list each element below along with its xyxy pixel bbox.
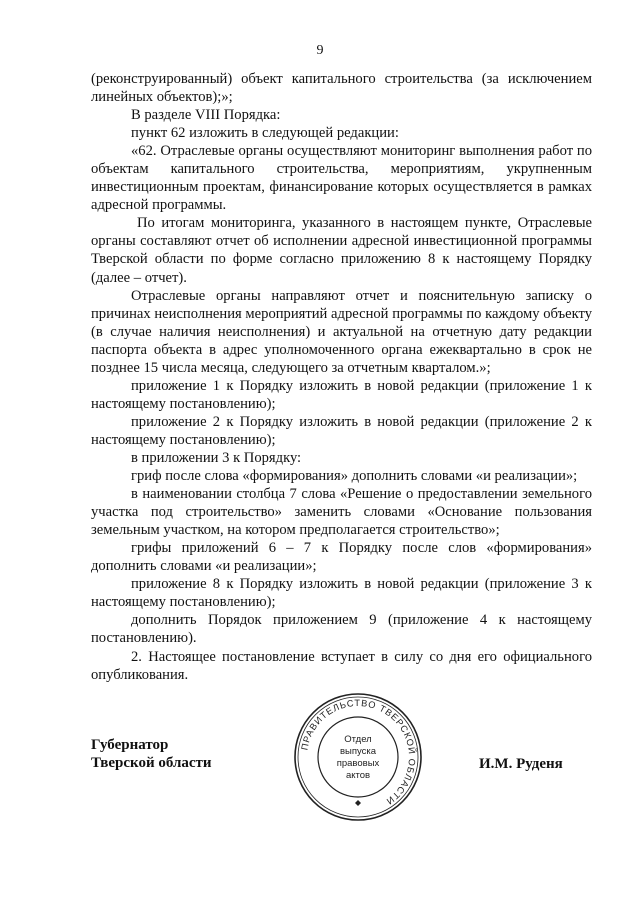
document-body [91, 70, 592, 684]
position-line: Тверской области [91, 755, 212, 771]
paragraph: В разделе VIII Порядка: [131, 107, 281, 124]
paragraph: в приложении 3 к Порядку: [131, 449, 302, 466]
paragraph: дополнить Порядок приложением 9 (приложение 4 к настоящему постановлению). [91, 612, 592, 647]
stamp-inner-ring [318, 717, 398, 797]
paragraph: По итогам мониторинга, указанного в настоящем пункте, Отраслевые органы составляют отчет об исполнении адресной инвестиционной программы Тверской области по форме согласно приложению 8 к настоящему Порядку (далее – отчет). [91, 215, 592, 286]
position-line: Губернатор [91, 737, 169, 753]
paragraph: «62. Отраслевые органы осуществляют мониторинг выполнения работ по объектам капитального строительства, мероприятиям, укрупненным инвестиционным проектам, финансирование которых осуществляется в рамках адресной программы. [91, 143, 592, 214]
paragraph: приложение 1 к Порядку изложить в новой редакции (приложение 1 к настоящему постановлению); [91, 377, 592, 412]
stamp-ring-text-path: ПРАВИТЕЛЬСТВО ТВЕРСКОЙ ОБЛАСТИ [299, 697, 418, 807]
page-number: 9 [316, 43, 324, 58]
stamp-center-text: выпуска [339, 746, 377, 757]
paragraph: приложение 2 к Порядку изложить в новой редакции (приложение 2 к настоящему постановлению); [91, 413, 592, 448]
paragraph: грифы приложений 6 – 7 к Порядку после слов «формирования» дополнить словами «и реализации»; [91, 540, 592, 575]
paragraph: пункт 62 изложить в следующей редакции: [131, 125, 399, 142]
paragraph: гриф после слова «формирования» дополнить словами «и реализации»; [131, 468, 578, 485]
stamp-outer-ring-inner [298, 697, 418, 817]
star-icon [355, 800, 361, 806]
official-seal-stamp [292, 691, 424, 823]
signatory-name: И.М. Руденя [479, 756, 563, 772]
paragraph: (реконструированный) объект капитального строительства (за исключением линейных объектов);»; [91, 71, 592, 106]
stamp-center-text: актов [345, 770, 371, 781]
paragraph: Отраслевые органы направляют отчет и пояснительную записку о причинах неисполнения мероприятий адресной программы по каждому объекту (в случае наличия неисполнения) и актуальной на отчетную дату редакции паспорта объекта в адрес уполномоченного органа ежеквартально в срок не позднее 15 числа месяца, следующего за отчетным кварталом.»; [91, 287, 592, 376]
signatory-position [91, 736, 212, 772]
stamp-center-text: Отдел [344, 734, 372, 745]
paragraph: в наименовании столбца 7 слова «Решение о предоставлении земельного участка под строительство» заменить словами «Основание пользования земельным участком, на котором предполагается строительство»; [91, 486, 592, 539]
paragraph: 2. Настоящее постановление вступает в силу со дня его официального опубликования. [91, 648, 592, 683]
stamp-center-text: правовых [336, 758, 380, 769]
paragraph: приложение 8 к Порядку изложить в новой редакции (приложение 3 к настоящему постановлению); [91, 576, 592, 611]
